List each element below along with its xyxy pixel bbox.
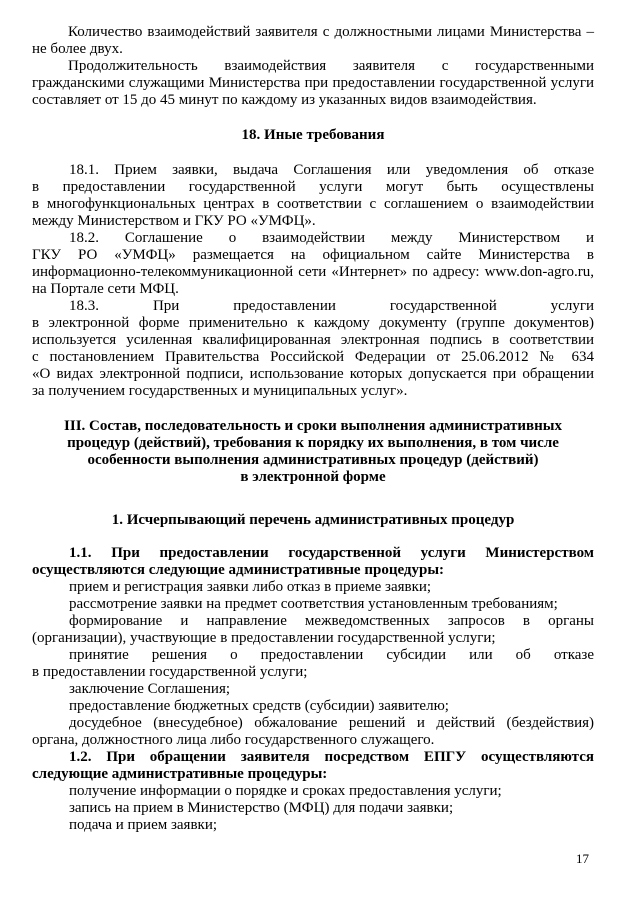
text-line: не более двух. <box>32 41 123 57</box>
text-line: в многофункциональных центрах в соответствии с соглашением о взаимодействии <box>32 196 594 212</box>
list-item: запись на прием в Министерство (МФЦ) для подачи заявки; <box>69 800 454 816</box>
text-line: Количество взаимодействий заявителя с должностными лицами Министерства – <box>68 24 594 40</box>
text-line: 18.1. Прием заявки, выдача Соглашения или уведомления об отказе <box>69 162 594 178</box>
list-item: получение информации о порядке и сроках предоставления услуги; <box>69 783 502 799</box>
text-line: 1.2. При обращении заявителя посредством ЕПГУ осуществляются <box>69 749 594 765</box>
text-line: с постановлением Правительства Российской Федерации от 25.06.2012 № 634 <box>32 349 594 365</box>
chapter-heading-line: особенности выполнения административных процедур (действий) <box>87 452 539 468</box>
chapter-heading-line: процедур (действий), требования к порядку их выполнения, в том числе <box>67 435 559 451</box>
text-line: информационно-телекоммуникационной сети «Интернет» по адресу: www.don-agro.ru, <box>32 264 594 280</box>
text-line: органа, должностного лица либо государственного служащего. <box>32 732 435 748</box>
section-heading: 18. Иные требования <box>241 127 385 143</box>
chapter-heading-line: в электронной форме <box>240 469 386 485</box>
list-item: досудебное (внесудебное) обжалование решений и действий (бездействия) <box>69 715 594 731</box>
section-heading: 1. Исчерпывающий перечень административных процедур <box>111 512 515 528</box>
text-line: в предоставлении государственной услуги; <box>32 664 308 680</box>
text-line: 18.3. При предоставлении государственной услуги <box>69 298 594 314</box>
text-line: в электронной форме применительно к каждому документу (группе документов) <box>32 315 594 331</box>
text-line: Продолжительность взаимодействия заявителя с государственными <box>68 58 594 74</box>
text-line: «О видах электронной подписи, использование которых допускается при обращении <box>32 366 594 382</box>
list-item: прием и регистрация заявки либо отказ в приеме заявки; <box>69 579 432 595</box>
list-item: предоставление бюджетных средств (субсидии) заявителю; <box>69 698 449 714</box>
list-item: принятие решения о предоставлении субсидии или об отказе <box>69 647 594 663</box>
text-line: 18.2. Соглашение о взаимодействии между Министерством и <box>69 230 594 246</box>
chapter-heading-line: III. Состав, последовательность и сроки выполнения административных <box>64 418 562 434</box>
text-line: между Министерством и ГКУ РО «УМФЦ». <box>32 213 316 229</box>
text-line: осуществляются следующие административные процедуры: <box>32 562 445 578</box>
text-line: в предоставлении государственной услуги могут быть осуществлены <box>32 179 594 195</box>
text-line: 1.1. При предоставлении государственной услуги Министерством <box>69 545 594 561</box>
text-line: (организации), участвующие в предоставлении государственной услуги; <box>32 630 496 646</box>
text-line: используется усиленная квалифицированная электронная подпись в соответствии <box>32 332 594 348</box>
text-line: следующие административные процедуры: <box>32 766 328 782</box>
text-line: за получением государственных и муниципальных услуг». <box>32 383 408 399</box>
text-line: гражданскими служащими Министерства при предоставлении государственной услуги <box>32 75 594 91</box>
list-item: заключение Соглашения; <box>69 681 231 697</box>
text-line: на Портале сети МФЦ. <box>32 281 179 297</box>
text-line: ГКУ РО «УМФЦ» размещается на официальном сайте Министерства в <box>32 247 594 263</box>
list-item: подача и прием заявки; <box>69 817 218 833</box>
page-number: 17 <box>576 851 589 866</box>
text-line: составляет от 15 до 45 минут по каждому из указанных видов взаимодействия. <box>32 92 537 108</box>
list-item: рассмотрение заявки на предмет соответствия установленным требованиям; <box>69 596 558 612</box>
list-item: формирование и направление межведомственных запросов в органы <box>69 613 594 629</box>
